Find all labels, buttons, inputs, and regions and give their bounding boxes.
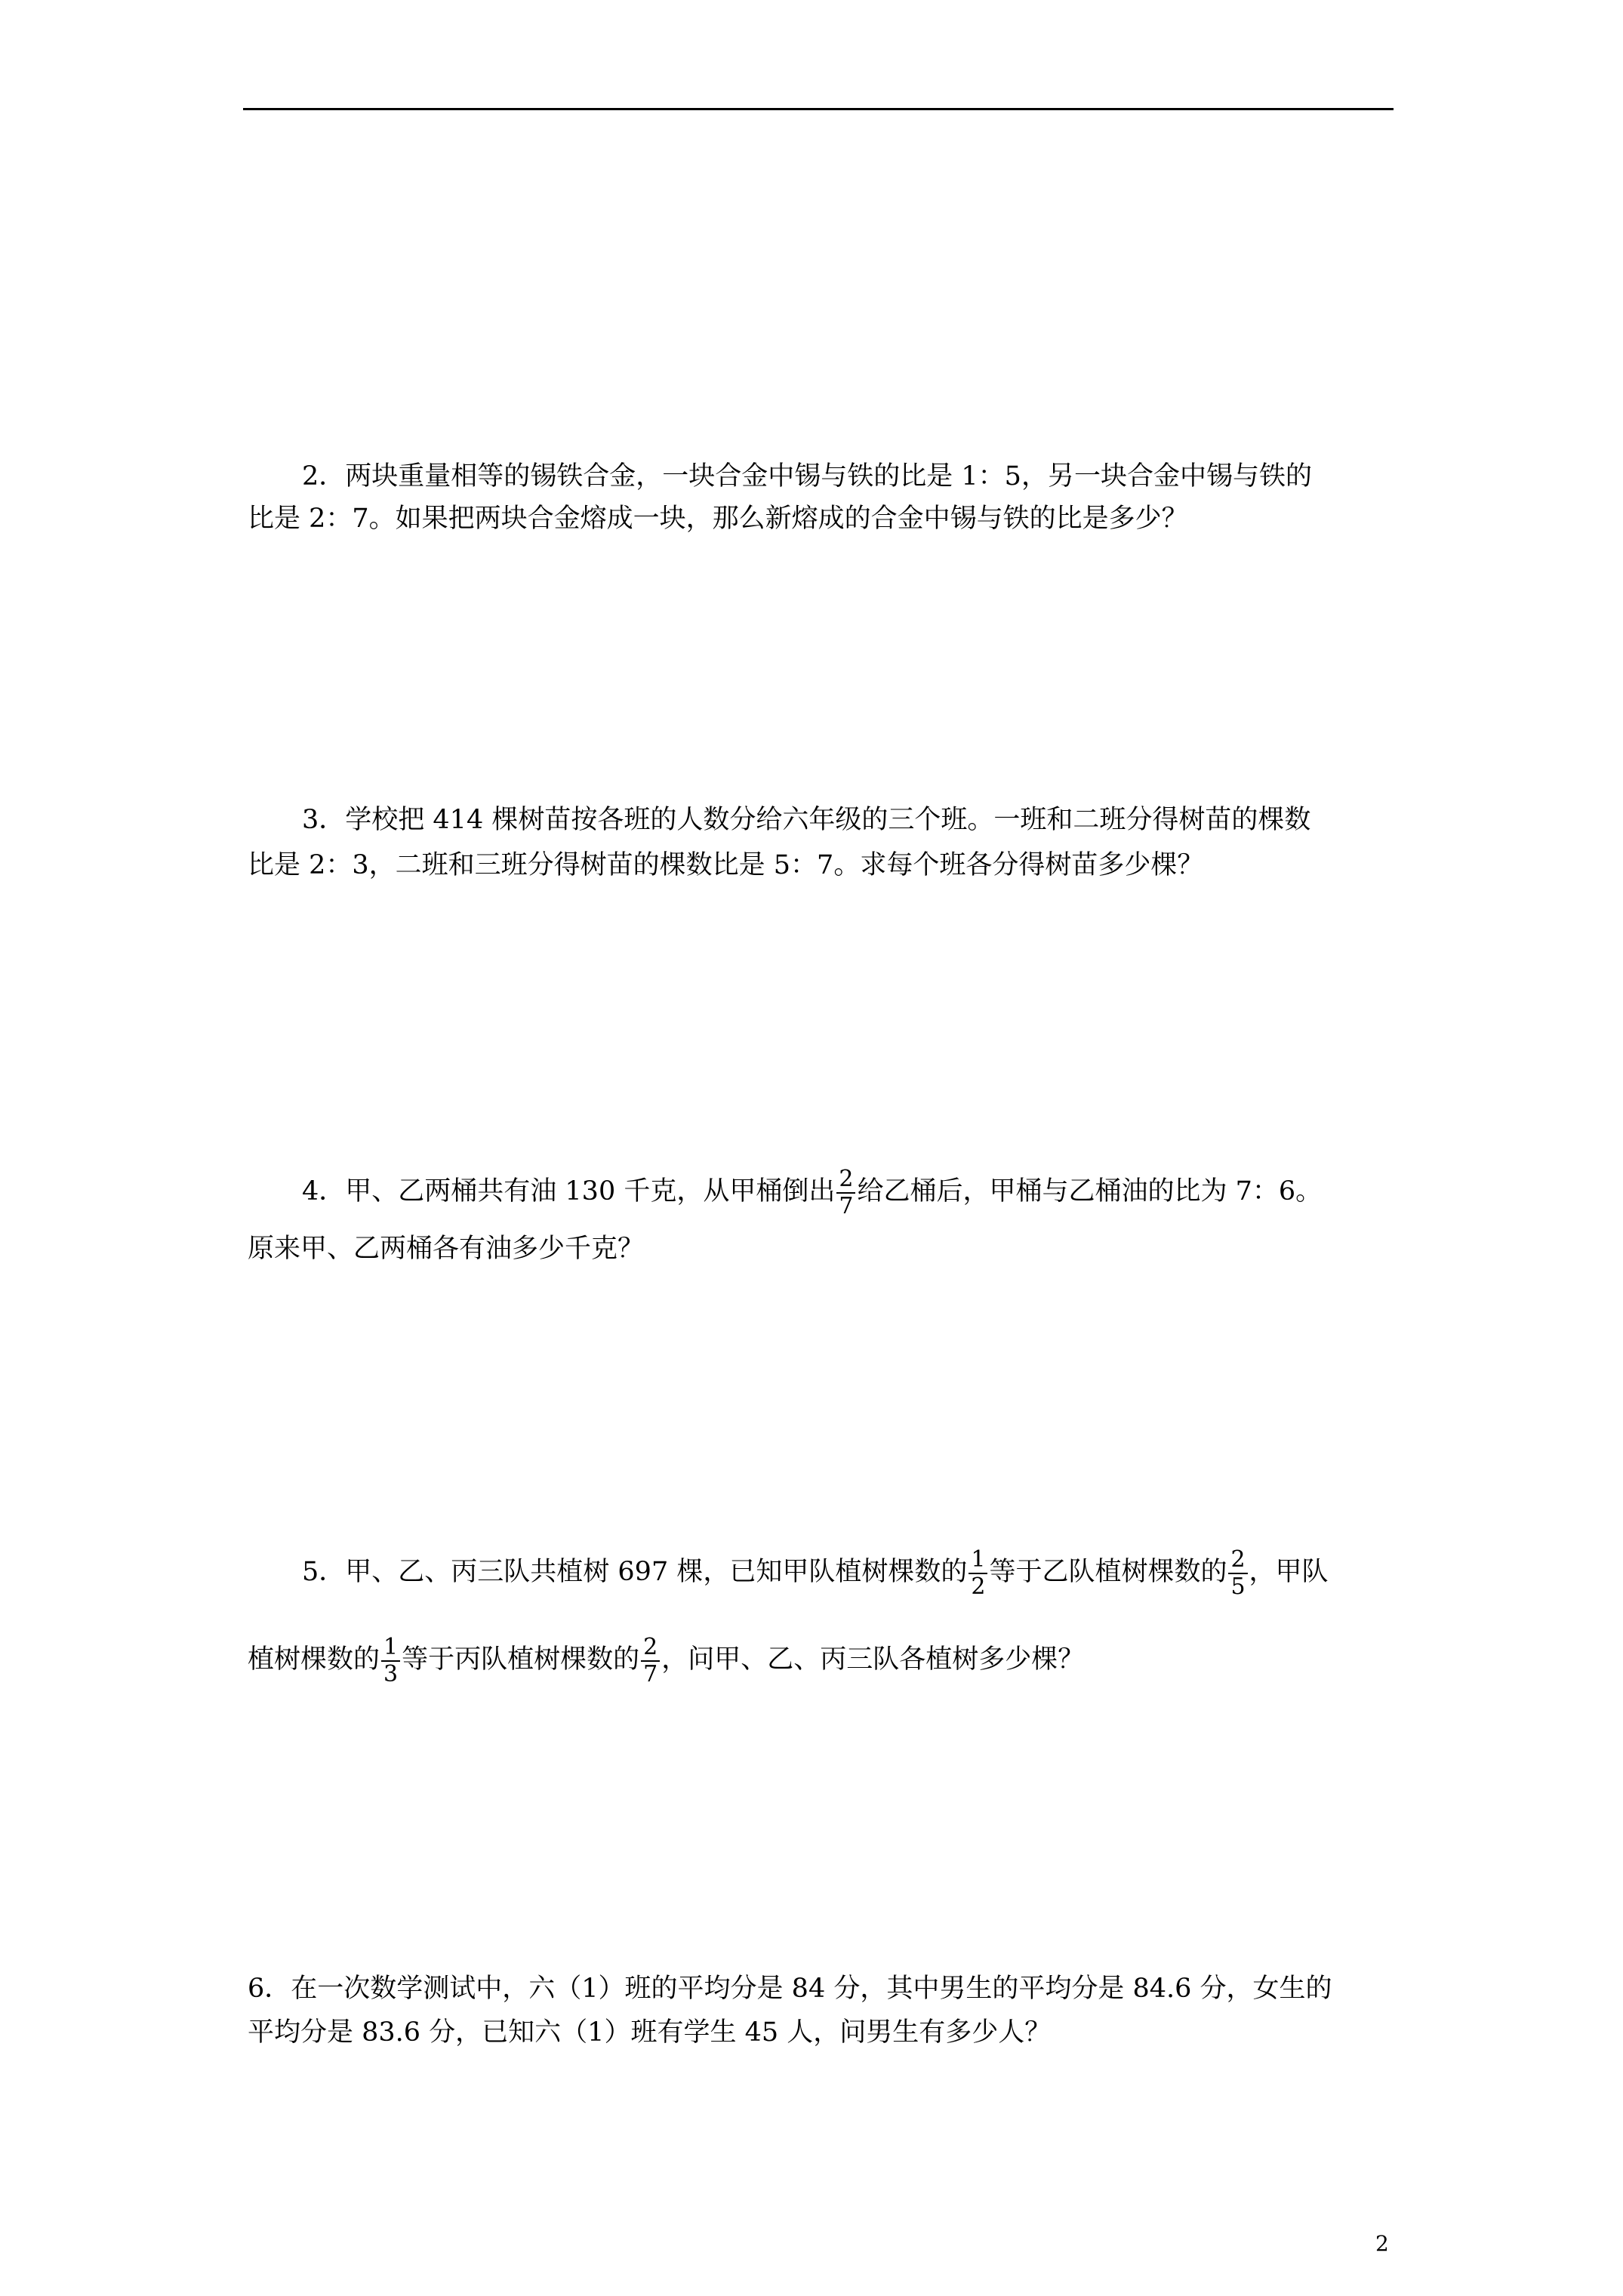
fraction-denominator: 2	[971, 1573, 986, 1600]
problem-6-line-1	[248, 1971, 1395, 2007]
fraction-2-7	[641, 1635, 660, 1687]
fraction-denominator: 5	[1230, 1573, 1246, 1600]
problem-4-line-1	[302, 1154, 1449, 1229]
problem-5-text-e: 等于丙队植树棵数的	[402, 1644, 640, 1675]
problem-5-number: 5．	[302, 1557, 346, 1587]
header-rule	[243, 108, 1394, 110]
fraction-numerator: 1	[381, 1635, 400, 1662]
problem-2-line-2: 比是 2：7。如果把两块合金熔成一块，那么新熔成的合金中锡与铁的比是多少？	[248, 504, 1188, 534]
problem-5-text-b: 等于乙队植树棵数的	[989, 1557, 1227, 1587]
fraction-1-2	[969, 1547, 987, 1600]
problem-3-text-1: 学校把 414 棵树苗按各班的人数分给六年级的三个班。一班和二班分得树苗的棵数	[345, 805, 1311, 835]
fraction-denominator: 7	[643, 1660, 658, 1687]
fraction-numerator: 2	[1228, 1547, 1247, 1574]
problem-5-line-2	[248, 1622, 1395, 1697]
fraction-numerator: 1	[969, 1547, 987, 1574]
problem-2-text-1: 两块重量相等的锡铁合金，一块合金中锡与铁的比是 1：5，另一块合金中锡与铁的	[345, 461, 1312, 492]
problem-4-text-b: 给乙桶后，甲桶与乙桶油的比为 7：6。	[857, 1176, 1323, 1207]
problem-5-text-c: ，甲队	[1249, 1557, 1329, 1587]
problem-6-number: 6．	[248, 1974, 291, 2004]
problem-4-line-2: 原来甲、乙两桶各有油多少千克？	[248, 1234, 645, 1264]
fraction-2-5	[1228, 1547, 1247, 1600]
fraction-denominator: 7	[839, 1192, 854, 1219]
problem-2-number: 2．	[302, 461, 346, 492]
problem-5-text-d: 植树棵数的	[248, 1644, 380, 1675]
fraction-numerator: 2	[641, 1635, 660, 1662]
problem-4-number: 4．	[302, 1176, 346, 1207]
problem-4-text-a: 甲、乙两桶共有油 130 千克，从甲桶倒出	[345, 1176, 836, 1207]
page-number: 2	[1375, 2231, 1389, 2256]
fraction-denominator: 3	[383, 1660, 399, 1687]
problem-3-line-2: 比是 2：3，二班和三班分得树苗的棵数比是 5：7。求每个班各分得树苗多少棵？	[248, 850, 1204, 880]
problem-5-text-a: 甲、乙、丙三队共植树 697 棵，已知甲队植树棵数的	[345, 1557, 968, 1587]
problem-5-text-f: ，问甲、乙、丙三队各植树多少棵？	[661, 1644, 1085, 1675]
problem-6-text-1: 在一次数学测试中，六（1）班的平均分是 84 分，其中男生的平均分是 84.6 分，女生的	[291, 1974, 1332, 2004]
problem-2-line-1	[302, 458, 1449, 495]
fraction-numerator: 2	[836, 1166, 855, 1194]
problem-3-number: 3．	[302, 805, 346, 835]
problem-6-line-2: 平均分是 83.6 分，已知六（1）班有学生 45 人，问男生有多少人？	[248, 2017, 1052, 2048]
fraction-1-3	[381, 1635, 400, 1687]
problem-3-line-1	[302, 802, 1449, 838]
problem-5-line-1	[302, 1534, 1449, 1610]
fraction-2-7	[836, 1166, 855, 1219]
